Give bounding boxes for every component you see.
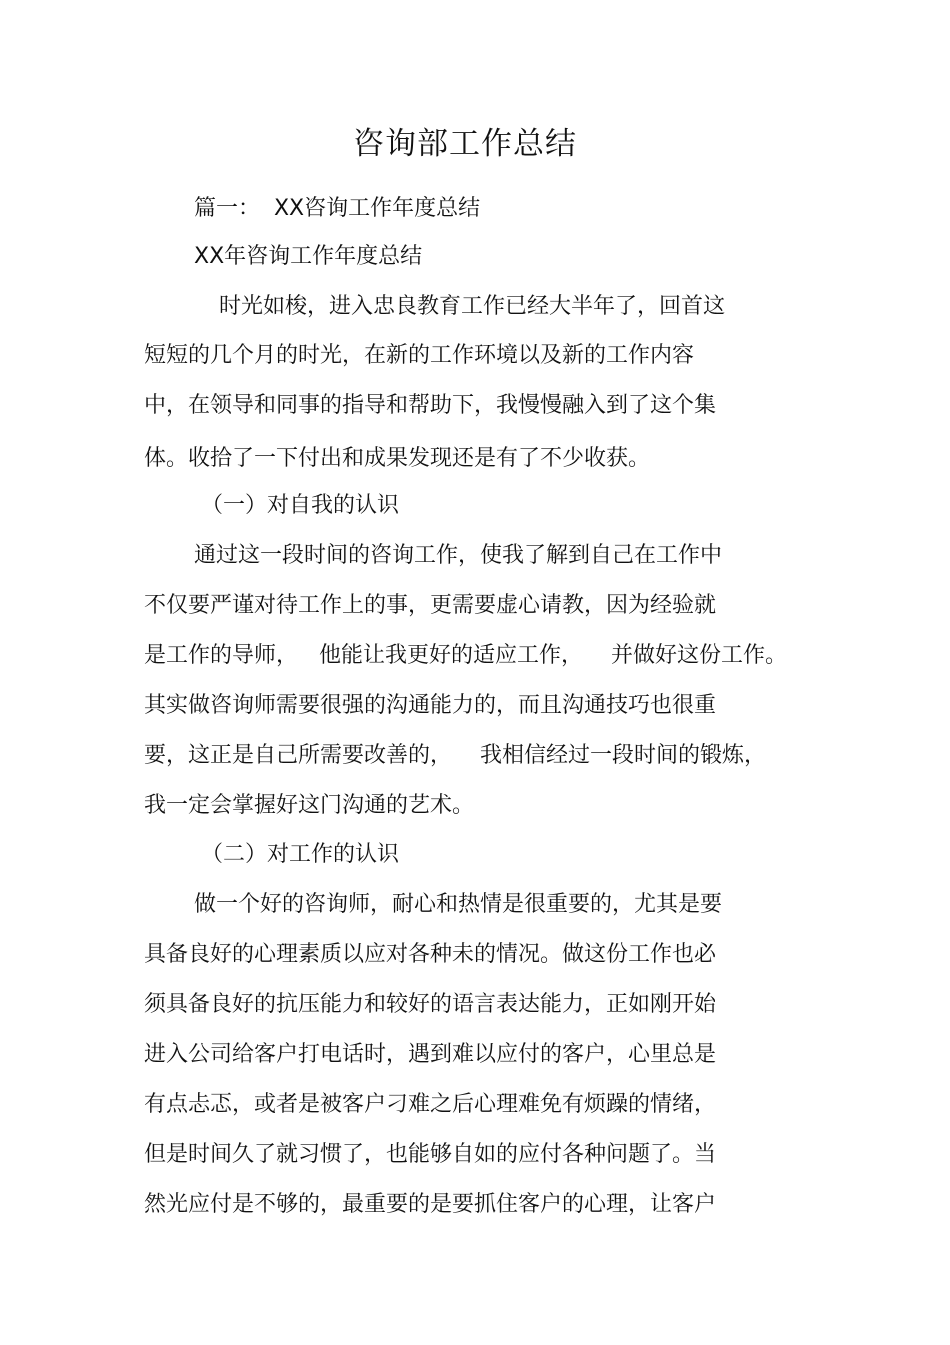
- section-heading-work-awareness: （二）对工作的认识: [201, 842, 400, 867]
- paragraph-line: 我一定会掌握好这门沟通的艺术。: [144, 793, 475, 818]
- paragraph-line: 但是时间久了就习惯了，也能够自如的应付各种问题了。当: [144, 1142, 717, 1167]
- paragraph-line: 要，这正是自己所需要改善的， 我相信经过一段时间的锻炼，: [144, 743, 766, 768]
- paragraph-line: 时光如梭，进入忠良教育工作已经大半年了，回首这: [219, 294, 726, 319]
- paragraph-line: 有点忐忑，或者是被客户刁难之后心理难免有烦躁的情绪，: [144, 1092, 717, 1117]
- paragraph-line: 具备良好的心理素质以应对各种未的情况。做这份工作也必: [144, 942, 717, 967]
- paragraph-line: 其实做咨询师需要很强的沟通能力的，而且沟通技巧也很重: [144, 693, 717, 718]
- paragraph-line: 然光应付是不够的，最重要的是要抓住客户的心理，让客户: [144, 1192, 717, 1217]
- paragraph-line: 短短的几个月的时光，在新的工作环境以及新的工作内容: [144, 343, 695, 368]
- section-heading-part-one: 篇一： XX咨询工作年度总结: [194, 196, 481, 221]
- document-title: 咨询部工作总结: [353, 126, 577, 162]
- paragraph-line: 不仅要严谨对待工作上的事，更需要虚心请教，因为经验就: [144, 593, 717, 618]
- paragraph-line: 须具备良好的抗压能力和较好的语言表达能力，正如刚开始: [144, 992, 717, 1017]
- paragraph-line: 体。收拾了一下付出和成果发现还是有了不少收获。: [144, 446, 651, 471]
- section-heading-self-awareness: （一）对自我的认识: [201, 493, 400, 518]
- paragraph-line: 通过这一段时间的咨询工作，使我了解到自己在工作中: [194, 543, 723, 568]
- paragraph-line: 做一个好的咨询师，耐心和热情是很重要的，尤其是要: [194, 892, 723, 917]
- subtitle-line: XX年咨询工作年度总结: [194, 244, 423, 269]
- paragraph-line: 是工作的导师， 他能让我更好的适应工作， 并做好这份工作。: [144, 643, 787, 668]
- paragraph-line: 进入公司给客户打电话时，遇到难以应付的客户，心里总是: [144, 1042, 717, 1067]
- paragraph-line: 中，在领导和同事的指导和帮助下，我慢慢融入到了这个集: [144, 393, 717, 418]
